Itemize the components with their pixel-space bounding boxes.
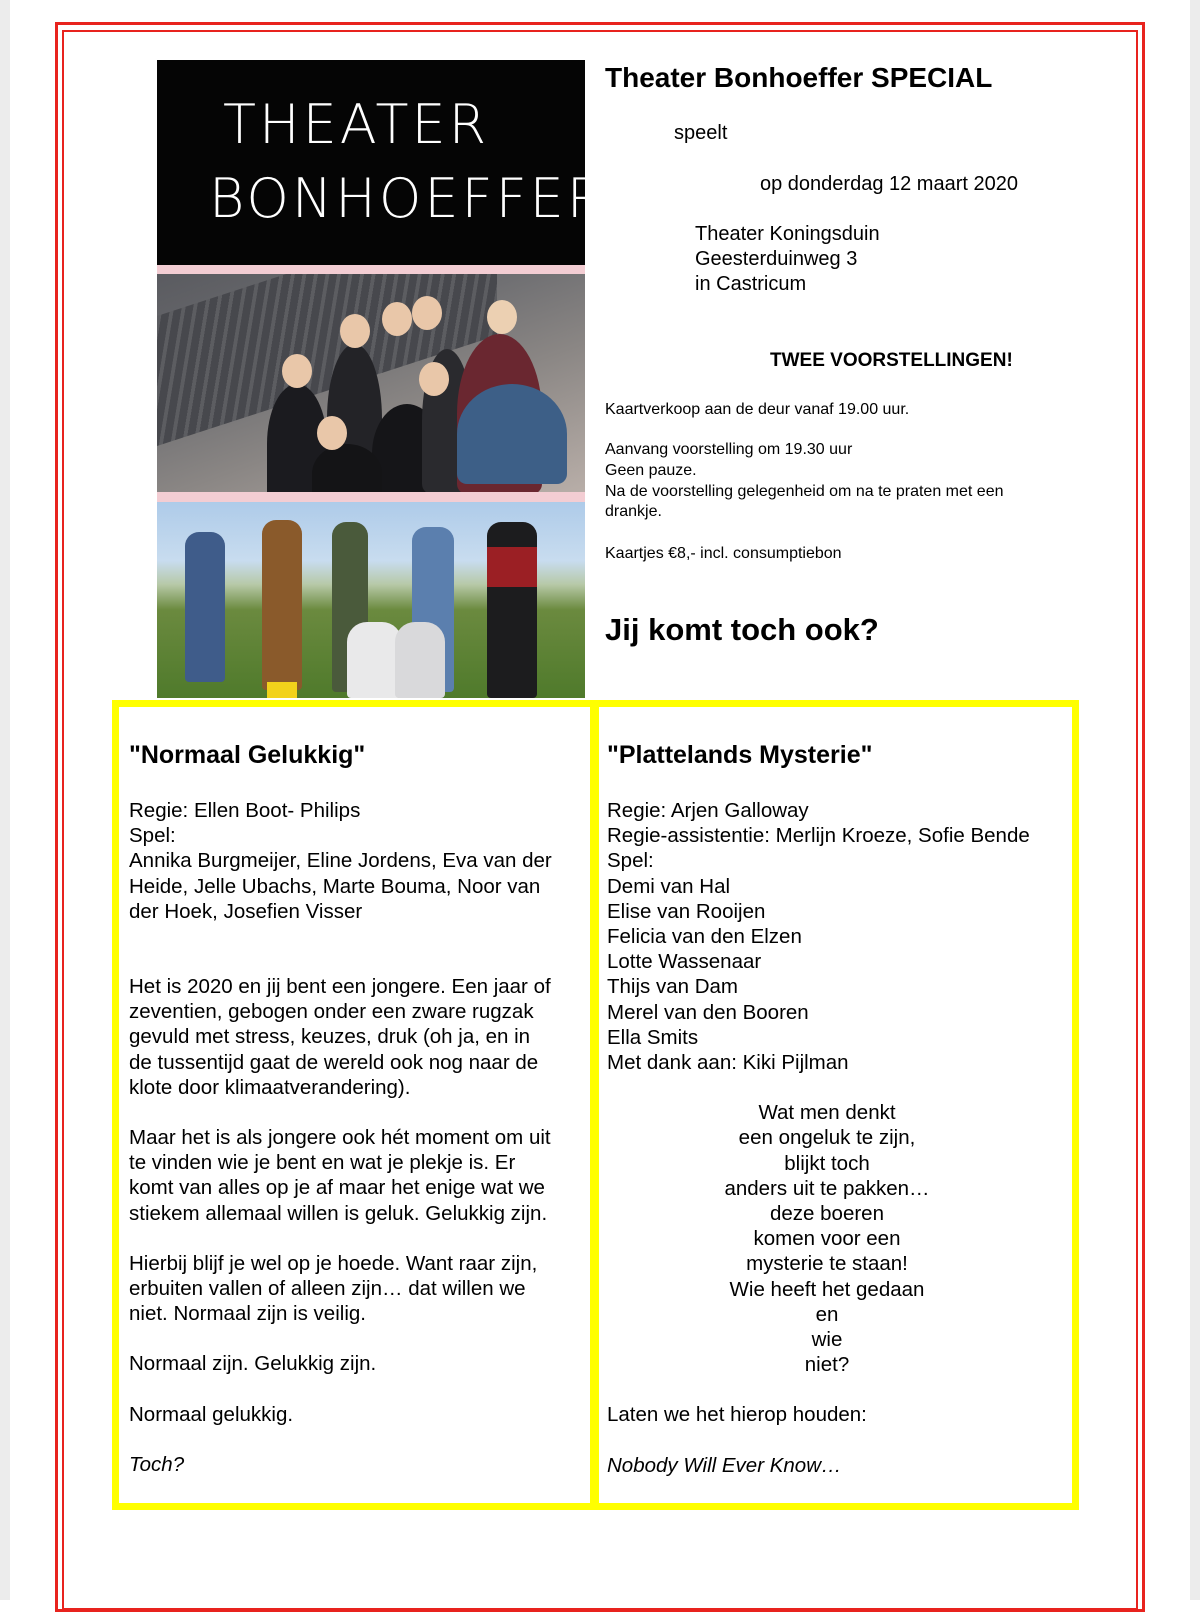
logo-line-1: THEATER xyxy=(223,93,490,156)
event-date: op donderdag 12 maart 2020 xyxy=(760,173,1018,195)
description-line: Hierbij blijf je wel op je hoede. Want raar zijn, xyxy=(129,1251,538,1275)
speelt-text: speelt xyxy=(674,122,728,144)
page-shadow-right xyxy=(1190,0,1200,1600)
group-photo-outdoor xyxy=(157,502,585,698)
logo-line-2: BONHOEFFER xyxy=(209,167,608,230)
description-line: stiekem allemaal willen is geluk. Gelukkig zijn. xyxy=(129,1201,548,1225)
description-line: Normaal zijn. Gelukkig zijn. xyxy=(129,1352,377,1376)
description-line: Maar het is als jongere ook hét moment om uit xyxy=(129,1126,551,1150)
description-line: Het is 2020 en jij bent een jongere. Een jaar of xyxy=(129,975,551,999)
cast-member: Thijs van Dam xyxy=(607,975,739,999)
description-line: te vinden wie je bent en wat je plekje is. Er xyxy=(129,1151,516,1175)
poem-line: komen voor een xyxy=(753,1227,901,1251)
poem-line: anders uit te pakken… xyxy=(724,1176,930,1200)
no-break-info: Geen pauze. xyxy=(605,462,697,479)
performance-title: "Plattelands Mysterie" xyxy=(607,741,873,769)
thanks-line: Met dank aan: Kiki Pijlman xyxy=(607,1051,849,1075)
cast-member: Elise van Rooijen xyxy=(607,899,766,923)
photo-separator xyxy=(157,265,585,274)
cast-member: Ella Smits xyxy=(607,1025,699,1049)
after-show-info-1: Na de voorstelling gelegenheid om na te praten met een xyxy=(605,483,1004,500)
cast-line: der Hoek, Josefien Visser xyxy=(129,899,363,923)
description-line: Normaal gelukkig. xyxy=(129,1402,294,1426)
poem-line: blijkt toch xyxy=(784,1151,870,1175)
start-time-info: Aanvang voorstelling om 19.30 uur xyxy=(605,441,853,458)
cast-label: Spel: xyxy=(129,824,176,848)
closing-question: Toch? xyxy=(129,1452,185,1476)
event-title: Theater Bonhoeffer SPECIAL xyxy=(605,62,993,93)
performance-normaal-gelukkig xyxy=(129,740,589,1477)
cast-line: Annika Burgmeijer, Eline Jordens, Eva van der xyxy=(129,849,552,873)
description-line: klote door klimaatverandering). xyxy=(129,1075,411,1099)
poem-line: Wie heeft het gedaan xyxy=(729,1277,925,1301)
photo-separator-2 xyxy=(157,492,585,502)
director-line: Regie: Arjen Galloway xyxy=(607,799,809,822)
description-line: de tussentijd gaat de wereld ook nog naar de xyxy=(129,1050,539,1074)
cast-member: Merel van den Booren xyxy=(607,1000,809,1024)
description-line: gevuld met stress, keuzes, druk (oh ja, en in xyxy=(129,1025,531,1049)
poem-line: Wat men denkt xyxy=(758,1101,896,1125)
poem-line: deze boeren xyxy=(770,1202,884,1226)
call-to-action: Jij komt toch ook? xyxy=(605,612,879,647)
poem-line: wie xyxy=(811,1328,843,1352)
director-line: Regie: Ellen Boot- Philips xyxy=(129,799,361,822)
performances-divider xyxy=(590,700,599,1510)
venue-address: Geesterduinweg 3 xyxy=(695,248,858,270)
page-shadow-left xyxy=(0,0,10,1600)
group-photo-indoor xyxy=(157,274,585,492)
outro-line: Laten we het hierop houden: xyxy=(607,1403,867,1427)
cast-member: Felicia van den Elzen xyxy=(607,925,802,949)
description-line: komt van alles op je af maar het enige wat we xyxy=(129,1176,545,1200)
after-show-info-2: drankje. xyxy=(605,503,662,520)
poem xyxy=(607,1100,1047,1377)
tagline: Nobody Will Ever Know… xyxy=(607,1453,842,1477)
poem-line: niet? xyxy=(804,1353,850,1377)
cast-member: Demi van Hal xyxy=(607,874,731,898)
cast-line: Heide, Jelle Ubachs, Marte Bouma, Noor van xyxy=(129,874,541,898)
poem-line: mysterie te staan! xyxy=(746,1252,908,1276)
performance-title: "Normaal Gelukkig" xyxy=(129,741,366,769)
venue-name: Theater Koningsduin xyxy=(695,223,880,245)
description-line: niet. Normaal zijn is veilig. xyxy=(129,1302,366,1326)
performance-plattelands-mysterie xyxy=(607,740,1077,1478)
ticket-sale-info: Kaartverkoop aan de deur vanaf 19.00 uur. xyxy=(605,401,910,418)
venue-city: in Castricum xyxy=(695,273,807,295)
ticket-price-info: Kaartjes €8,- incl. consumptiebon xyxy=(605,545,842,562)
description-line: erbuiten vallen of alleen zijn… dat willen we xyxy=(129,1277,526,1301)
cast-member: Lotte Wassenaar xyxy=(607,950,762,974)
poem-line: en xyxy=(815,1302,839,1326)
description-line: zeventien, gebogen onder een zware rugzak xyxy=(129,1000,534,1024)
assistant-director-line: Regie-assistentie: Merlijn Kroeze, Sofie Bende xyxy=(607,824,1030,848)
cast-label: Spel: xyxy=(607,849,654,873)
two-performances-heading: TWEE VOORSTELLINGEN! xyxy=(770,350,1013,371)
theater-bonhoeffer-logo xyxy=(157,60,608,265)
poem-line: een ongeluk te zijn, xyxy=(738,1126,916,1150)
